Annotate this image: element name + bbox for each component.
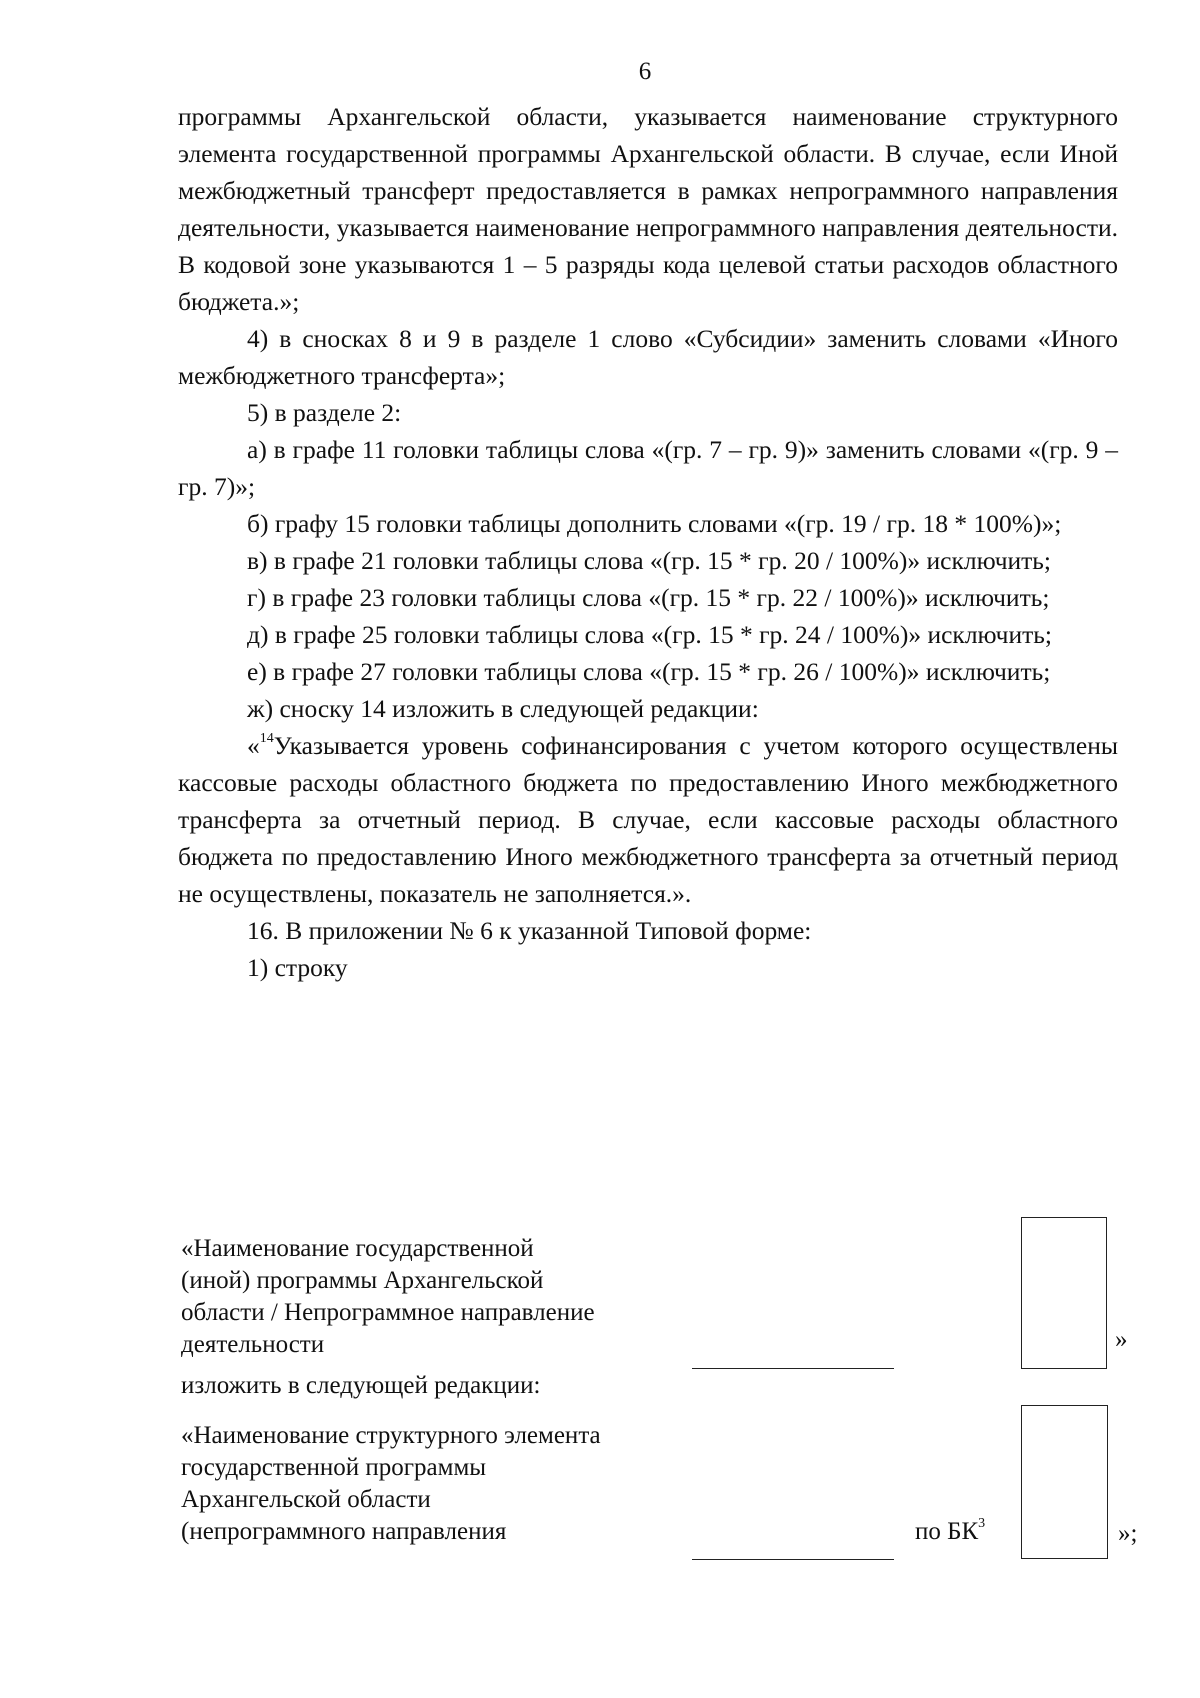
paragraph-item-5: 5) в разделе 2: xyxy=(247,398,402,427)
page-number: 6 xyxy=(638,58,652,85)
paragraph-item-5b: б) графу 15 головки таблицы дополнить словами «(гр. 19 / гр. 18 * 100%)»; xyxy=(247,509,1062,538)
new-row-close-quote: »; xyxy=(1118,1520,1138,1547)
new-row-label: «Наименование структурного элемента государственной программы Архангельской области (непрограммного направления xyxy=(181,1422,601,1545)
footnote-marker: 14 xyxy=(259,731,274,746)
replace-text: изложить в следующей редакции: xyxy=(181,1372,541,1399)
new-row-code-box xyxy=(1021,1405,1108,1559)
old-row-close-quote: » xyxy=(1115,1326,1128,1353)
paragraph-item-5e: е) в графе 27 головки таблицы слова «(гр. 15 * гр. 26 / 100%)» исключить; xyxy=(247,657,1051,686)
paragraph-item-16: 16. В приложении № 6 к указанной Типовой форме: xyxy=(247,916,812,945)
new-row-underline xyxy=(692,1559,894,1560)
document-body xyxy=(178,98,1118,986)
old-row-code-box xyxy=(1021,1217,1107,1369)
paragraph-item-4: 4) в сносках 8 и 9 в разделе 1 слово «Субсидии» заменить словами «Иного межбюджетного трансферта»; xyxy=(178,324,1118,390)
paragraph-item-5g: г) в графе 23 головки таблицы слова «(гр. 15 * гр. 22 / 100%)» исключить; xyxy=(247,583,1050,612)
paragraph-item-5d: д) в графе 25 головки таблицы слова «(гр. 15 * гр. 24 / 100%)» исключить; xyxy=(247,620,1052,649)
paragraph-continuation: программы Архангельской области, указывается наименование структурного элемента государственной программы Архангельской области. В случае, если Иной межбюджетный трансферт предоставляется в рамках непрограммного направления деятельности, указывается наименование непрограммного направления деятельности. В кодовой зоне указываются 1 – 5 разряды кода целевой статьи расходов областного бюджета.»; xyxy=(178,102,1118,316)
footnote-14-text: «$^{14}$Указывается уровень софинансирования с учетом которого осуществлены кассовые расходы областного бюджета по предоставлению Иного межбюджетного трансферта за отчетный период. В случае, если кассовые расходы областного бюджета по предоставлению Иного межбюджетного трансферта за отчетный период не осуществлены, показатель не заполняется.». xyxy=(178,731,1118,908)
old-row-label: «Наименование государственной (иной) программы Архангельской области / Непрограммное направление деятельности xyxy=(181,1235,595,1358)
paragraph-item-5zh: ж) сноску 14 изложить в следующей редакции: xyxy=(247,694,759,723)
by-bk-label: по $БК^3$ xyxy=(915,1516,986,1545)
paragraph-item-5a: а) в графе 11 головки таблицы слова «(гр. 7 – гр. 9)» заменить словами «(гр. 9 – гр. 7)»; xyxy=(178,435,1118,501)
paragraph-item-16-1: 1) строку xyxy=(247,953,348,982)
paragraph-item-5v: в) в графе 21 головки таблицы слова «(гр. 15 * гр. 20 / 100%)» исключить; xyxy=(247,546,1052,575)
old-row-underline xyxy=(692,1368,894,1369)
